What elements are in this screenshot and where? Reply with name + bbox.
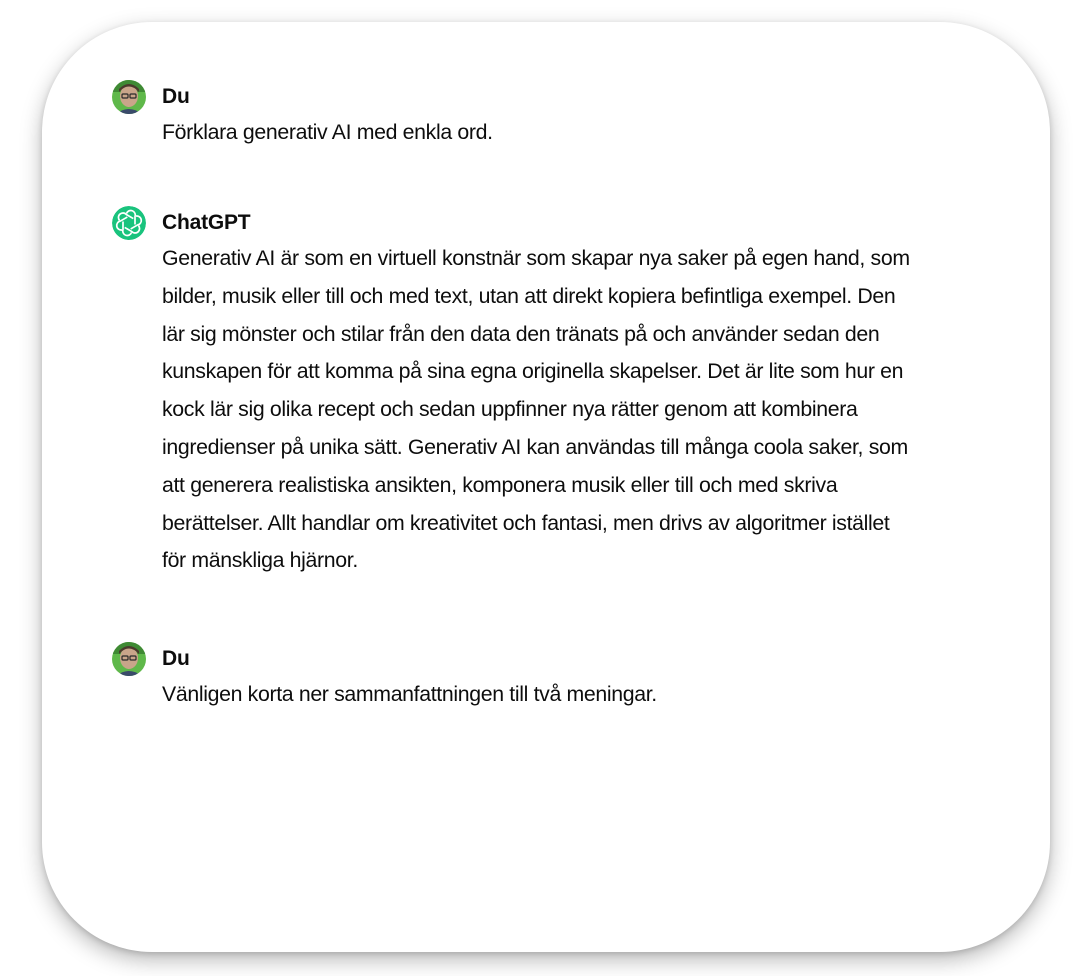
message-line: berättelser. Allt handlar om kreativitet och fantasi, men drivs av algoritmer istället bbox=[162, 510, 890, 535]
message-line: lär sig mönster och stilar från den data den tränats på och använder sedan den bbox=[162, 321, 880, 346]
message-text bbox=[162, 114, 972, 152]
message-line: för mänskliga hjärnor. bbox=[162, 548, 358, 573]
assistant-avatar bbox=[112, 206, 146, 240]
user-photo-avatar bbox=[112, 80, 146, 114]
openai-logo-icon bbox=[112, 206, 146, 240]
message-line: kunskapen för att komma på sina egna originella skapelser. Det är lite som hur en bbox=[162, 359, 904, 384]
message-line: Generativ AI är som en virtuell konstnär som skapar nya saker på egen hand, som bbox=[162, 246, 910, 270]
message-author: Du bbox=[162, 85, 190, 108]
user-photo-avatar bbox=[112, 642, 146, 676]
message-text bbox=[162, 240, 972, 580]
message-line: Vänligen korta ner sammanfattningen till två meningar. bbox=[162, 682, 657, 706]
message-line: Förklara generativ AI med enkla ord. bbox=[162, 120, 493, 144]
message-line: kock lär sig olika recept och sedan uppfinner nya rätter genom att kombinera bbox=[162, 397, 858, 422]
message-author: Du bbox=[162, 647, 190, 670]
message-author: ChatGPT bbox=[162, 211, 251, 234]
user-avatar bbox=[112, 642, 146, 676]
message-line: ingredienser på unika sätt. Generativ AI kan användas till många coola saker, som bbox=[162, 434, 908, 459]
message-line: bilder, musik eller till och med text, utan att direkt kopiera befintliga exempel. Den bbox=[162, 283, 896, 308]
message-text bbox=[162, 676, 972, 714]
message-line: att generera realistiska ansikten, komponera musik eller till och med skriva bbox=[162, 472, 838, 497]
user-avatar bbox=[112, 80, 146, 114]
